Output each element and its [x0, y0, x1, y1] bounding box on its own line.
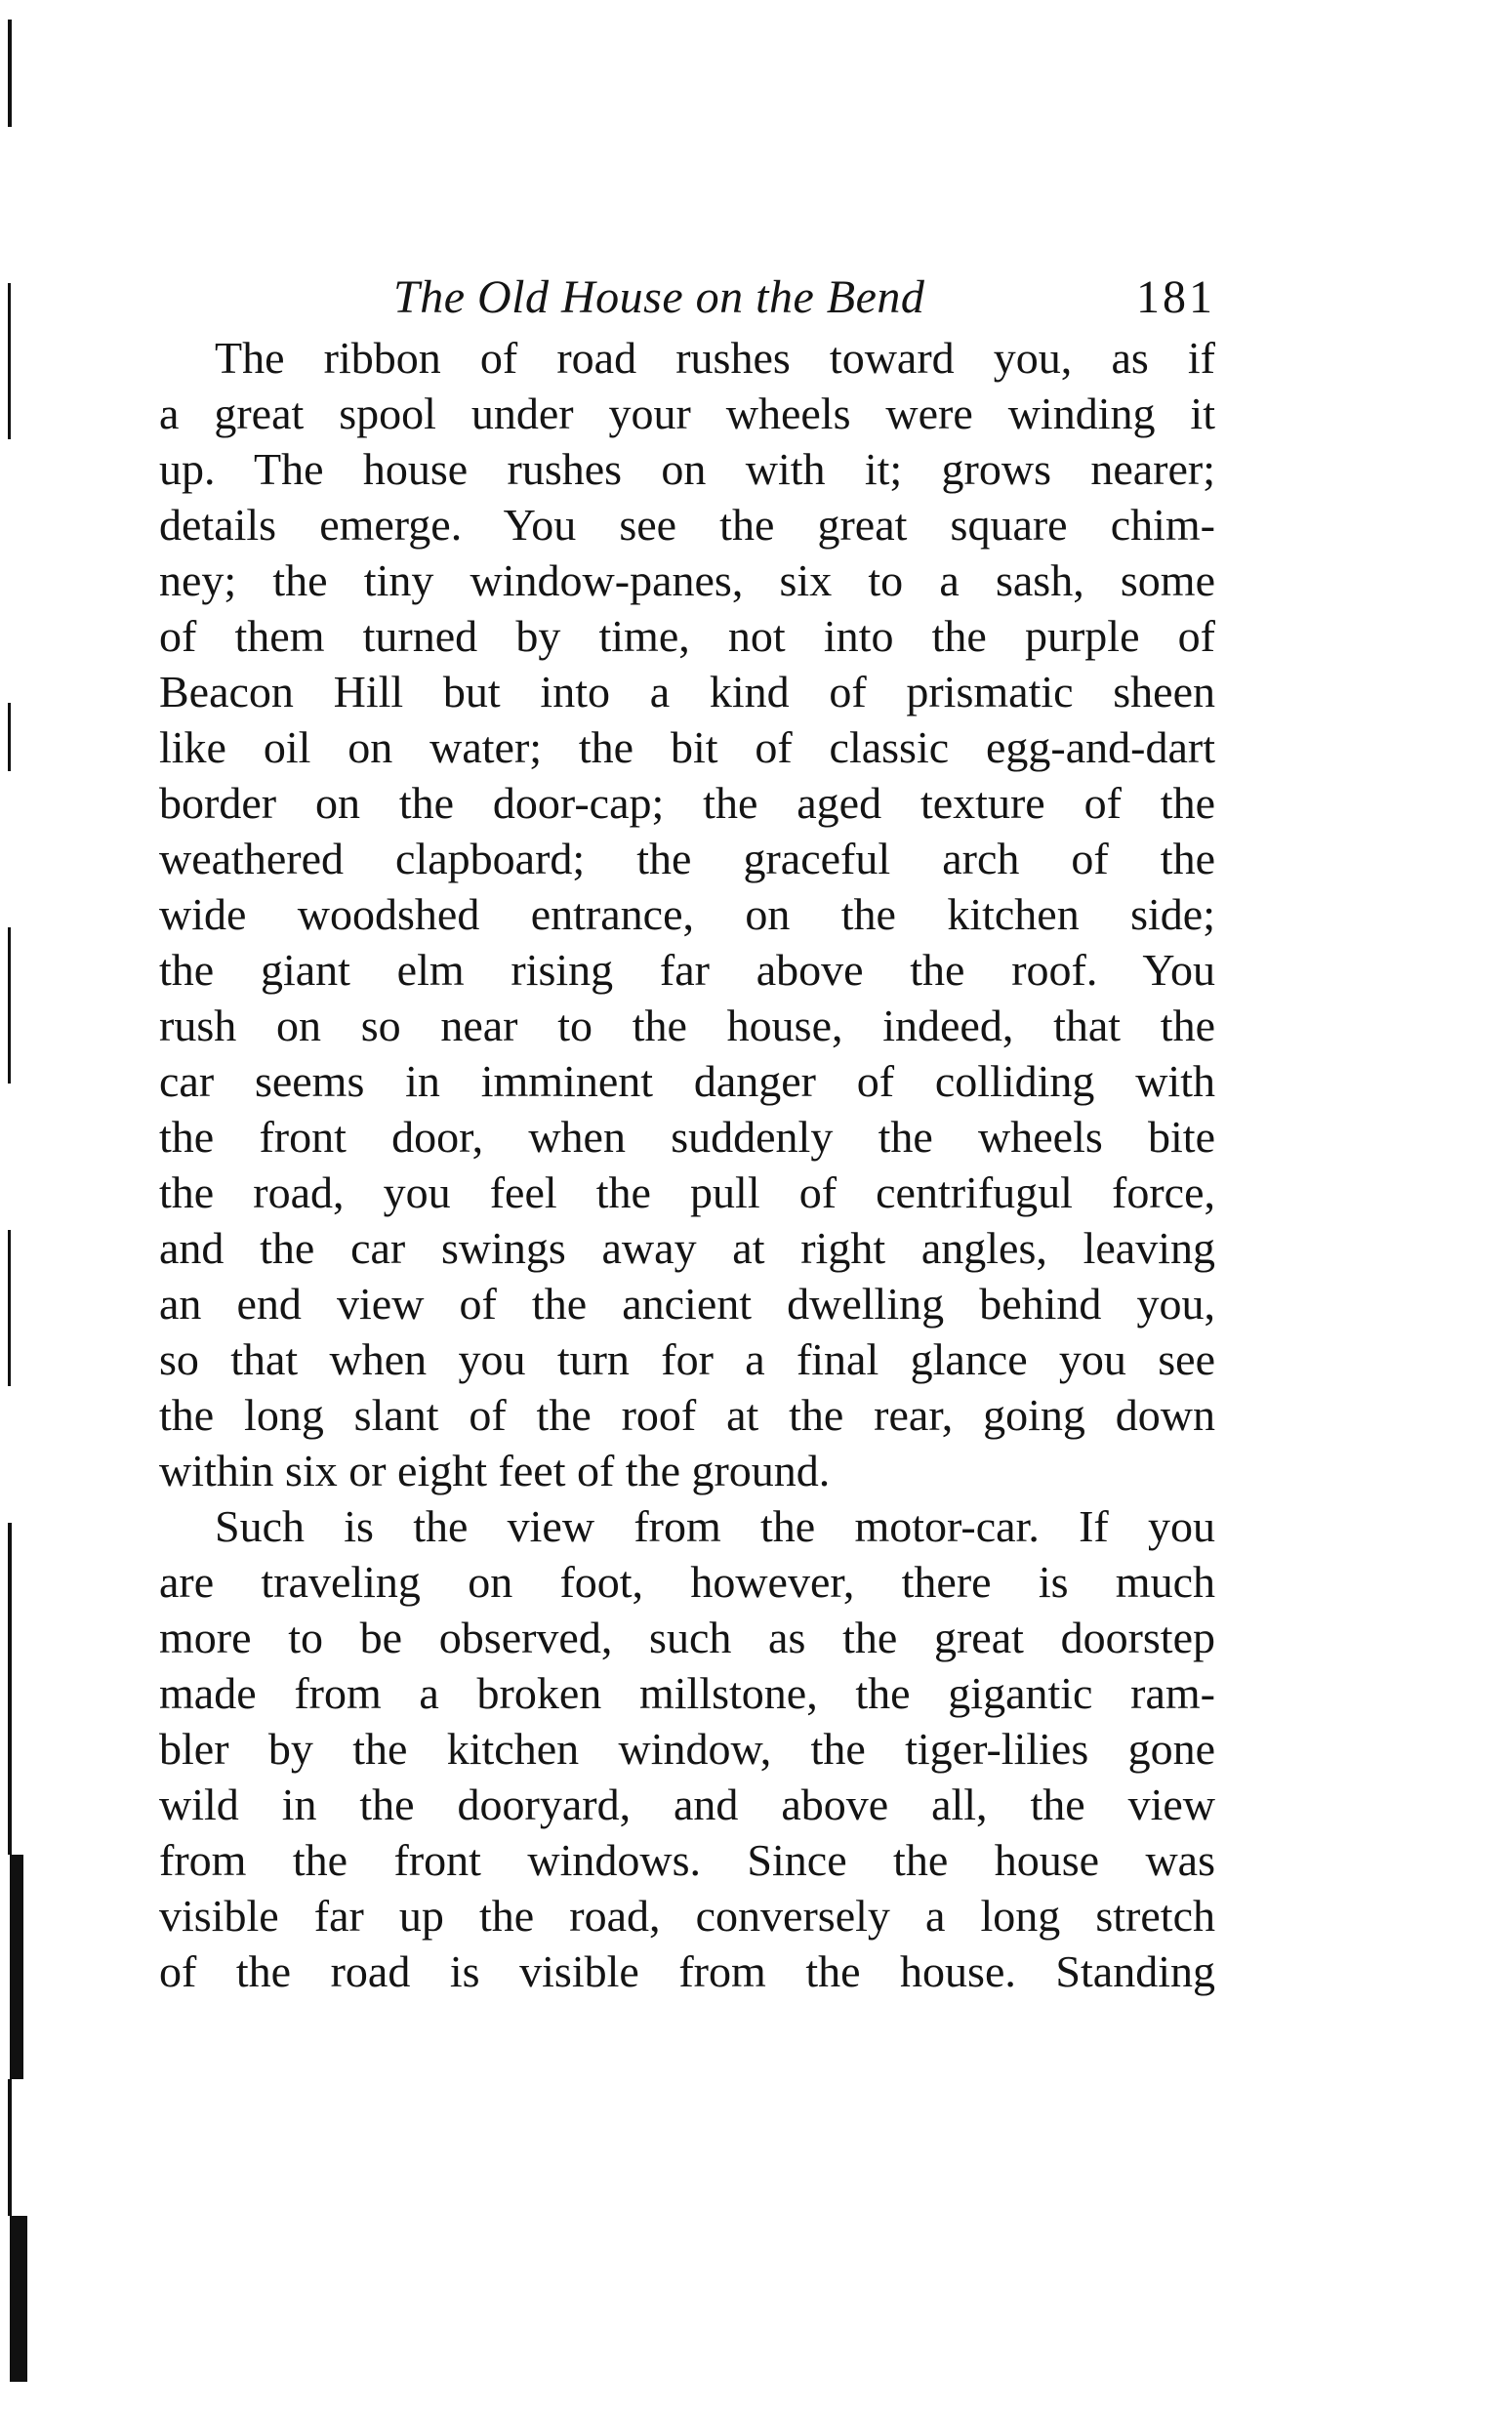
text-line: details emerge. You see the great square chim- — [159, 500, 1215, 550]
page-number: 181 — [1136, 271, 1215, 323]
scan-edge-mark — [10, 2216, 27, 2382]
scan-edge-mark — [10, 1855, 23, 2079]
text-line: of them turned by time, not into the purple of — [159, 611, 1215, 661]
text-line: an end view of the ancient dwelling behind you, — [159, 1279, 1215, 1329]
text-line: visible far up the road, conversely a long stretch — [159, 1891, 1215, 1941]
text-line: the giant elm rising far above the roof. You — [159, 945, 1215, 995]
running-title: The Old House on the Bend — [393, 271, 925, 323]
text-line: car seems in imminent danger of colliding with — [159, 1056, 1215, 1106]
scan-edge-mark — [8, 2079, 12, 2216]
scan-edge-mark — [8, 703, 11, 771]
text-line: of the road is visible from the house. Standing — [159, 1946, 1215, 1996]
text-line: from the front windows. Since the house was — [159, 1835, 1215, 1885]
text-line: bler by the kitchen window, the tiger-lilies gone — [159, 1724, 1215, 1774]
text-line: ney; the tiny window-panes, six to a sash, some — [159, 555, 1215, 605]
scan-edge-mark — [8, 1523, 12, 1855]
running-head — [159, 264, 1215, 332]
paragraph — [159, 1498, 1215, 1999]
text-line: The ribbon of road rushes toward you, as if — [215, 333, 1215, 383]
scan-edge-mark — [8, 1230, 11, 1386]
text-line: Such is the view from the motor-car. If you — [215, 1501, 1215, 1551]
paragraph — [159, 330, 1215, 1498]
scan-edge-mark — [8, 283, 11, 439]
scan-edge-mark — [8, 927, 11, 1084]
text-line: the road, you feel the pull of centrifugul force, — [159, 1167, 1215, 1217]
text-line: the front door, when suddenly the wheels bite — [159, 1112, 1215, 1162]
text-line: Beacon Hill but into a kind of prismatic sheen — [159, 667, 1215, 716]
text-line: made from a broken millstone, the gigantic ram- — [159, 1668, 1215, 1718]
text-line: and the car swings away at right angles, leaving — [159, 1223, 1215, 1273]
text-line: like oil on water; the bit of classic egg-and-dart — [159, 722, 1215, 772]
text-line: border on the door-cap; the aged texture of the — [159, 778, 1215, 828]
scan-edge-mark — [8, 20, 12, 127]
text-line: the long slant of the roof at the rear, going down — [159, 1390, 1215, 1440]
text-line: wild in the dooryard, and above all, the view — [159, 1780, 1215, 1829]
text-line: wide woodshed entrance, on the kitchen side; — [159, 889, 1215, 939]
text-line: within six or eight feet of the ground. — [159, 1446, 831, 1495]
text-line: rush on so near to the house, indeed, that the — [159, 1001, 1215, 1050]
text-line: are traveling on foot, however, there is much — [159, 1557, 1215, 1607]
body-text — [159, 330, 1215, 1999]
text-line: more to be observed, such as the great doorstep — [159, 1613, 1215, 1662]
text-line: so that when you turn for a final glance you see — [159, 1334, 1215, 1384]
text-line: a great spool under your wheels were winding it — [159, 389, 1215, 438]
text-line: up. The house rushes on with it; grows nearer; — [159, 444, 1215, 494]
text-line: weathered clapboard; the graceful arch of the — [159, 834, 1215, 883]
